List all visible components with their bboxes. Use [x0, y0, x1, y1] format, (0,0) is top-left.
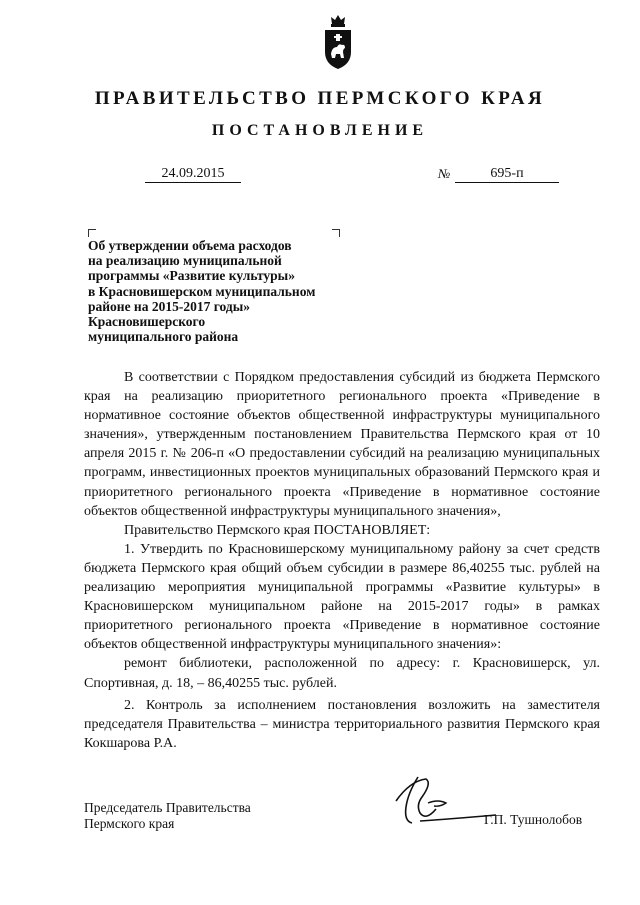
resolution-paragraph: Правительство Пермского края ПОСТАНОВЛЯЕТ:	[124, 522, 431, 538]
subject-bracket-left	[88, 229, 96, 237]
document-type: ПОСТАНОВЛЕНИЕ	[211, 122, 429, 139]
government-title: ПРАВИТЕЛЬСТВО ПЕРМСКОГО КРАЯ	[94, 88, 546, 109]
clause-1-item-paragraph: ремонт библиотеки, расположенной по адресу: г. Красновишерск, ул. Спортивная, д. 18, – 86,40255 тыс. рублей.	[84, 656, 600, 691]
subject-bracket-right	[332, 229, 340, 237]
signatory-title-line: Пермского края	[84, 816, 175, 831]
subject-line: на реализацию муниципальной	[88, 253, 282, 269]
coat-of-arms-icon	[322, 14, 354, 70]
subject-line: программы «Развитие культуры»	[88, 268, 295, 284]
handwritten-signature	[380, 773, 498, 829]
preamble-paragraph: В соответствии с Порядком предоставления субсидий из бюджета Пермского края на реализацию приоритетного регионального проекта «Приведение в нормативное состояние объектов общественной инфраструктуры муниципального значения», утвержденным постановлением Правительства Пермского края от 10 апреля 2015 г. № 206-п «О предоставлении субсидий на реализацию муниципальных программ, инвестиционных проектов муниципальных образований Пермского края и приоритетного регионального проекта «Приведение в нормативное состояние объектов общественной инфраструктуры муниципального значения»,	[84, 370, 600, 519]
subject-line: муниципального района	[88, 329, 239, 345]
signatory-name: Г.П. Тушнолобов	[484, 812, 583, 827]
subject-line: районе на 2015-2017 годы»	[88, 298, 250, 314]
clause-1-paragraph: 1. Утвердить по Красновишерскому муниципальному району за счет средств бюджета Пермского края общий объем субсидии в размере 86,40255 тыс. рублей на реализацию мероприятия муниципальной программы «Развитие культуры» в Красновишерском муниципальном районе на 2015-2017 годы» в рамках приоритетного регионального проекта «Приведение в нормативное состояние объектов общественной инфраструктуры муниципального значения»:	[84, 541, 600, 653]
signatory-title	[84, 800, 251, 832]
document-number: 695-п	[455, 166, 559, 183]
document-date: 24.09.2015	[145, 166, 241, 183]
signatory-title-line: Председатель Правительства	[84, 800, 251, 815]
number-sign: №	[438, 166, 451, 181]
document-body	[84, 368, 600, 753]
subject-line: в Красновишерском муниципальном	[88, 283, 316, 299]
document-subject	[88, 238, 378, 344]
subject-line: Об утверждении объема расходов	[88, 238, 292, 253]
subject-line: Красновишерского	[88, 314, 206, 330]
clause-2-paragraph: 2. Контроль за исполнением постановления возложить на заместителя председателя Правительства – министра территориального развития Пермского края Кокшарова Р.А.	[84, 697, 600, 751]
